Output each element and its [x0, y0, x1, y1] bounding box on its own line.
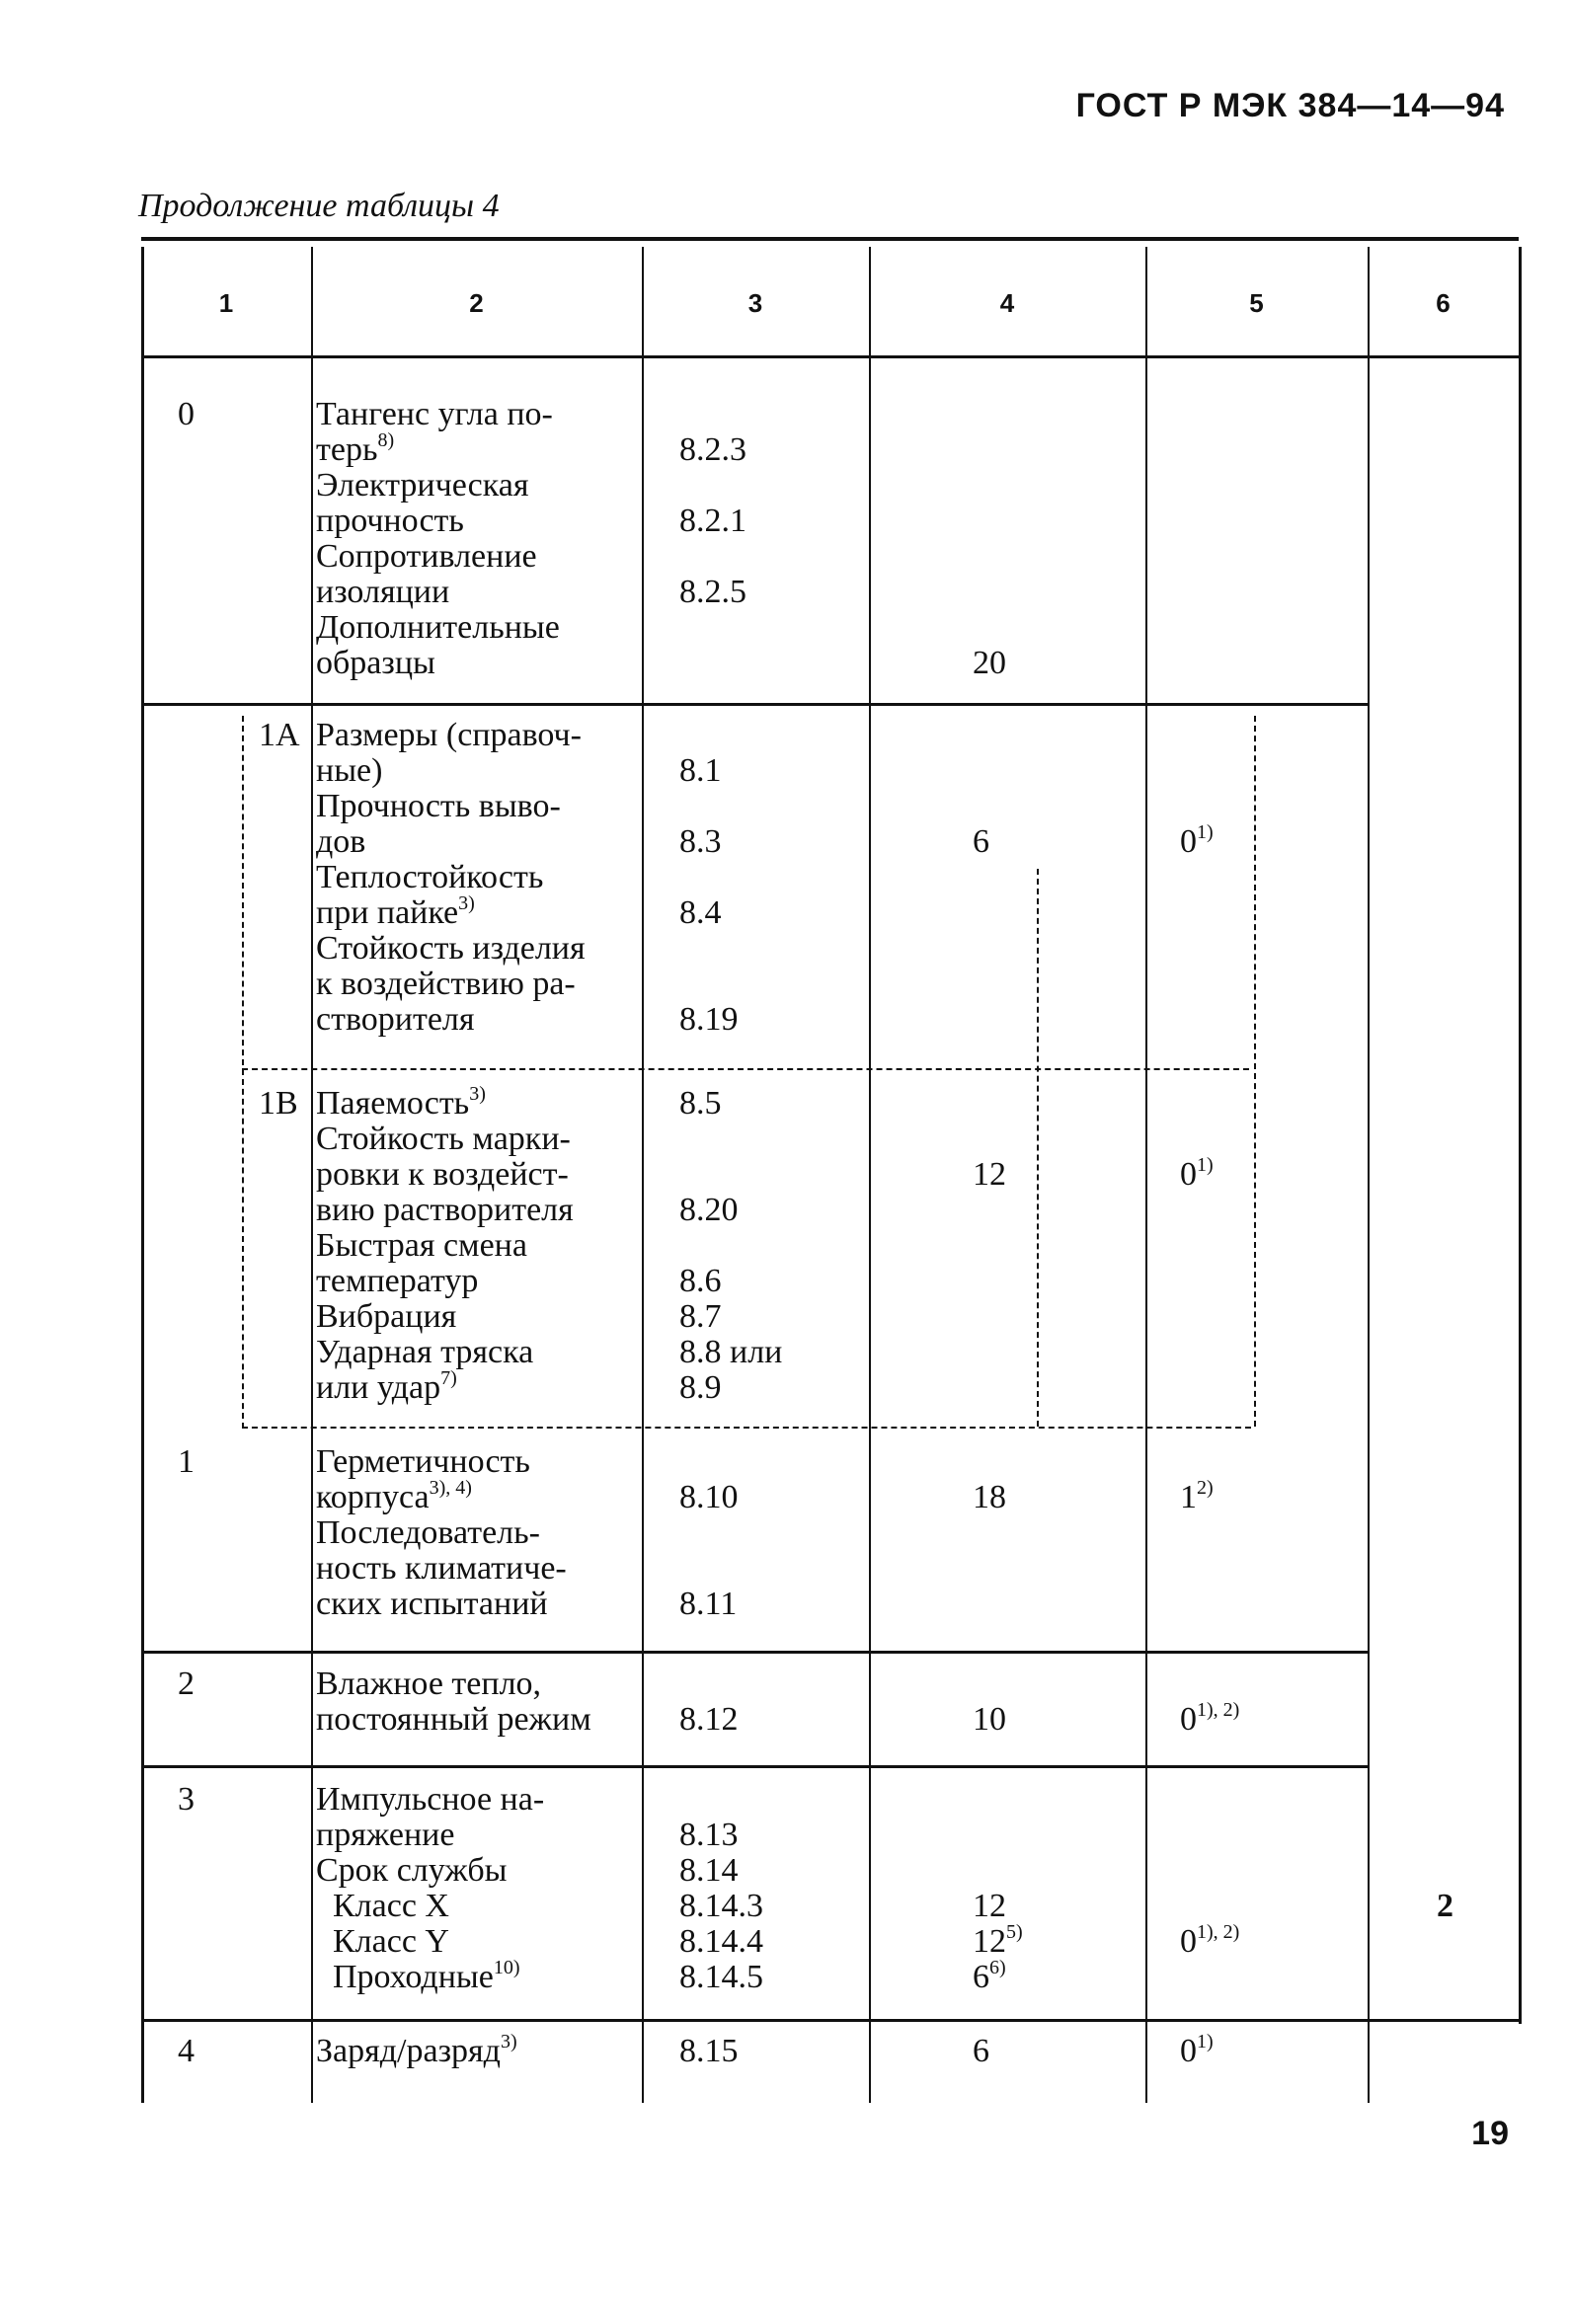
clause-number: 8.14.3: [679, 1888, 763, 1924]
standard-number: ГОСТ Р МЭК 384—14—94: [1075, 87, 1505, 124]
group-number: 0: [178, 396, 195, 432]
clause-number: 8.11: [679, 1586, 738, 1622]
row-rule: [141, 237, 1519, 241]
column-header: 1: [218, 288, 234, 318]
test-name: Влажное тепло,: [316, 1666, 542, 1702]
footnote-ref: 8): [377, 429, 395, 451]
sample-size: 10: [973, 1701, 1006, 1738]
clause-number: 8.4: [679, 894, 722, 931]
test-name: температур: [316, 1263, 479, 1299]
clause-number: 8.14: [679, 1852, 739, 1889]
test-name: к воздействию ра-: [316, 966, 576, 1002]
row-rule: [141, 703, 1368, 706]
clause-number: 8.3: [679, 823, 722, 860]
allowed-defects: 1$^{2)}$: [1180, 1477, 1214, 1515]
column-rule: [1519, 247, 1522, 2024]
footnote-ref: 3): [458, 892, 475, 914]
allowed-defects: 0$^{1)}$: [1180, 2031, 1214, 2069]
footnote-ref: 6): [989, 1957, 1006, 1978]
test-name: при пайке$^{3)}$: [316, 892, 475, 931]
footnote-ref: 3): [469, 1083, 486, 1105]
clause-number: 8.13: [679, 1817, 739, 1853]
column-rule: [141, 247, 144, 2103]
clause-number: 8.7: [679, 1298, 722, 1335]
test-name: Импульсное на-: [316, 1781, 545, 1818]
footnote-ref: 1): [1197, 2031, 1214, 2053]
clause-number: 8.9: [679, 1369, 722, 1406]
column-header: 2: [469, 288, 484, 318]
clause-number: 8.14.4: [679, 1923, 763, 1960]
clause-number: 8.10: [679, 1479, 739, 1515]
clause-number: 8.8 или: [679, 1334, 783, 1370]
sample-size: 12: [973, 1888, 1006, 1924]
clause-number: 8.1: [679, 752, 722, 789]
test-name: Стойкость изделия: [316, 930, 586, 967]
clause-number: 8.2.3: [679, 431, 746, 468]
allowed-defects: 0$^{1)}$: [1180, 1154, 1214, 1193]
footnote-ref: 10): [493, 1957, 520, 1978]
sample-size: 12: [973, 1156, 1006, 1193]
test-name: Последователь-: [316, 1514, 540, 1551]
subgroup-label: 1А: [259, 717, 300, 753]
clause-number: 8.14.5: [679, 1959, 763, 1995]
row-rule: [141, 1651, 1368, 1654]
clause-number: 8.2.5: [679, 574, 746, 610]
sample-size: 18: [973, 1479, 1006, 1515]
test-name: створителя: [316, 1001, 475, 1038]
test-name: Срок службы: [316, 1852, 508, 1889]
sample-count: 2: [1437, 1888, 1453, 1924]
footnote-ref: 1): [1197, 1154, 1214, 1176]
test-name: Класс X: [316, 1888, 449, 1924]
test-name: Тангенс угла по-: [316, 396, 553, 432]
column-header: 4: [999, 288, 1015, 318]
test-name: Проходные$^{10)}$: [316, 1957, 520, 1995]
column-header: 6: [1436, 288, 1451, 318]
allowed-defects: $0^{1), 2)}$: [1180, 1921, 1240, 1960]
col4-bracket: [1037, 869, 1039, 1427]
allowed-defects: $0^{1), 2)}$: [1180, 1699, 1240, 1738]
col5-bracket: [1254, 716, 1256, 1427]
sample-size: 12$^{5)}$: [973, 1921, 1023, 1960]
test-name: корпуса$^{3), 4)}$: [316, 1477, 472, 1515]
test-name: Заряд/разряд$^{3)}$: [316, 2031, 517, 2069]
test-name: Теплостойкость: [316, 859, 544, 895]
footnote-ref: 1), 2): [1197, 1699, 1240, 1721]
column-header: 5: [1249, 288, 1264, 318]
group-number: 4: [178, 2033, 195, 2069]
test-name: Ударная тряска: [316, 1334, 534, 1370]
footnote-ref: 1): [1197, 821, 1214, 843]
clause-number: 8.12: [679, 1701, 739, 1738]
column-rule: [1368, 247, 1370, 2103]
clause-number: 8.5: [679, 1085, 722, 1122]
clause-number: 8.6: [679, 1263, 722, 1299]
test-name: дов: [316, 823, 366, 860]
test-name: образцы: [316, 645, 435, 681]
footnote-ref: 1), 2): [1197, 1921, 1240, 1943]
footnote-ref: 7): [440, 1367, 457, 1389]
group-number: 3: [178, 1781, 195, 1818]
footnote-ref: 2): [1197, 1477, 1214, 1499]
test-name: ные): [316, 752, 383, 789]
test-name: пряжение: [316, 1817, 455, 1853]
test-name: Дополнительные: [316, 609, 560, 646]
test-name: Стойкость марки-: [316, 1121, 571, 1157]
test-name: ровки к воздейст-: [316, 1156, 569, 1193]
row-rule: [141, 2019, 1519, 2022]
test-name: постоянный режим: [316, 1701, 591, 1738]
sample-size: 6$^{6)}$: [973, 1957, 1006, 1995]
footnote-ref: 5): [1006, 1921, 1023, 1943]
page-number: 19: [1471, 2115, 1509, 2152]
clause-number: 8.2.1: [679, 503, 746, 539]
sample-size: 6: [973, 2033, 989, 2069]
clause-number: 8.15: [679, 2033, 739, 2069]
test-name: ность климатиче-: [316, 1550, 567, 1587]
test-name: Размеры (справоч-: [316, 717, 582, 753]
sample-size: 6: [973, 823, 989, 860]
test-name: Паяемость$^{3)}$: [316, 1083, 486, 1122]
test-name: изоляции: [316, 574, 450, 610]
subgroup-divider: [242, 1068, 1249, 1070]
test-name: Класс Y: [316, 1923, 449, 1960]
test-name: Сопротивление: [316, 538, 537, 575]
row-rule: [141, 1765, 1368, 1768]
test-name: Быстрая смена: [316, 1227, 527, 1264]
test-name: ских испытаний: [316, 1586, 548, 1622]
test-name: или удар$^{7)}$: [316, 1367, 457, 1406]
row-rule: [141, 355, 1519, 358]
test-name: вию растворителя: [316, 1192, 574, 1228]
clause-number: 8.20: [679, 1192, 739, 1228]
group-number: 1: [178, 1443, 195, 1480]
footnote-ref: 3): [500, 2031, 517, 2053]
group-number: 2: [178, 1666, 195, 1702]
test-name: Вибрация: [316, 1298, 457, 1335]
test-name: Герметичность: [316, 1443, 530, 1480]
subgroup-label: 1В: [259, 1085, 298, 1122]
test-name: Прочность выво-: [316, 788, 561, 824]
test-name: прочность: [316, 503, 464, 539]
test-name: терь$^{8)}$: [316, 429, 395, 468]
clause-number: 8.19: [679, 1001, 739, 1038]
footnote-ref: 3), 4): [429, 1477, 472, 1499]
allowed-defects: 0$^{1)}$: [1180, 821, 1214, 860]
sample-size: 20: [973, 645, 1006, 681]
test-name: Электрическая: [316, 467, 529, 504]
table-caption: Продолжение таблицы 4: [138, 188, 500, 224]
column-header: 3: [747, 288, 763, 318]
